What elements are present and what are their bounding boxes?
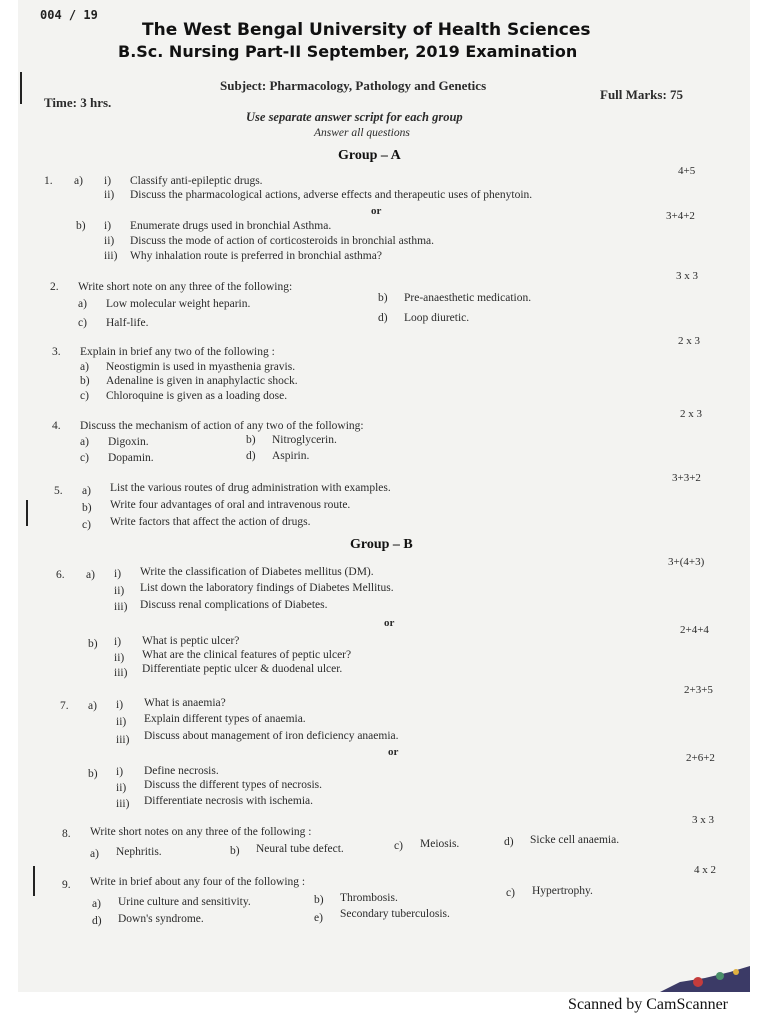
question-stem: Discuss the mechanism of action of any two of the following: xyxy=(80,420,364,432)
option-text: Low molecular weight heparin. xyxy=(106,298,251,310)
part-label: a) xyxy=(88,700,97,712)
question-text: What is anaemia? xyxy=(144,697,226,709)
sub-label: ii) xyxy=(116,782,127,794)
question-text: Enumerate drugs used in bronchial Asthma. xyxy=(130,220,332,232)
question-stem: Write in brief about any four of the following : xyxy=(90,876,306,888)
sub-label: i) xyxy=(116,699,124,711)
marks-label: 3+(4+3) xyxy=(668,556,705,568)
option-label: a) xyxy=(80,361,89,373)
option-label: b) xyxy=(230,845,240,857)
option-text: Dopamin. xyxy=(108,452,154,464)
part-label: a) xyxy=(86,569,95,581)
option-label: c) xyxy=(80,390,89,402)
question-text: What is peptic ulcer? xyxy=(142,635,240,647)
option-label: d) xyxy=(246,450,256,462)
question-stem: Write short note on any three of the following: xyxy=(78,281,293,293)
sub-label: ii) xyxy=(116,716,127,728)
university-name: The West Bengal University of Health Sciences xyxy=(142,20,591,40)
question-text: Why inhalation route is preferred in bronchial asthma? xyxy=(130,250,382,262)
question-text: Write the classification of Diabetes mellitus (DM). xyxy=(140,566,374,578)
sub-label: iii) xyxy=(116,798,130,810)
question-number: 9. xyxy=(62,879,71,891)
sub-label: ii) xyxy=(104,235,115,247)
question-number: 8. xyxy=(62,828,71,840)
option-text: Urine culture and sensitivity. xyxy=(118,896,251,908)
marks-label: 3 x 3 xyxy=(692,814,714,826)
option-label: b) xyxy=(80,375,90,387)
question-text: Discuss the pharmacological actions, adverse effects and therapeutic uses of phenytoin. xyxy=(130,189,533,201)
option-label: d) xyxy=(92,915,102,927)
sub-label: ii) xyxy=(114,585,125,597)
option-label: b) xyxy=(314,894,324,906)
margin-mark xyxy=(33,866,35,896)
option-text: Neostigmin is used in myasthenia gravis. xyxy=(106,361,296,373)
instruction-answer-script: Use separate answer script for each group xyxy=(246,110,463,124)
option-label: d) xyxy=(504,836,514,848)
option-label: c) xyxy=(80,452,89,464)
margin-mark xyxy=(26,500,28,526)
option-text: Down's syndrome. xyxy=(118,913,204,925)
option-label: a) xyxy=(92,898,101,910)
option-text: Chloroquine is given as a loading dose. xyxy=(106,390,288,402)
option-label: a) xyxy=(80,436,89,448)
question-stem: Write short notes on any three of the following : xyxy=(90,826,312,838)
option-label: b) xyxy=(82,502,92,514)
question-number: 6. xyxy=(56,569,65,581)
option-label: b) xyxy=(378,292,388,304)
scanner-watermark: Scanned by CamScanner xyxy=(568,996,728,1013)
subject-line: Subject: Pharmacology, Pathology and Genetics xyxy=(220,78,487,93)
marks-label: 4+5 xyxy=(678,165,696,177)
option-label: a) xyxy=(82,485,91,497)
sub-label: i) xyxy=(104,220,112,232)
group-b-title: Group – B xyxy=(350,537,413,552)
part-label: b) xyxy=(76,220,86,232)
sub-label: ii) xyxy=(104,189,115,201)
part-label: a) xyxy=(74,175,83,187)
part-label: b) xyxy=(88,638,98,650)
marks-label: 2+6+2 xyxy=(686,752,715,764)
question-number: 3. xyxy=(52,346,61,358)
sub-label: ii) xyxy=(114,652,125,664)
part-label: b) xyxy=(88,768,98,780)
option-text: Aspirin. xyxy=(272,450,310,462)
question-text: Differentiate peptic ulcer & duodenal ulcer. xyxy=(142,663,343,675)
option-label: c) xyxy=(394,840,403,852)
option-text: Pre-anaesthetic medication. xyxy=(404,292,532,304)
option-text: Hypertrophy. xyxy=(532,885,593,897)
option-text: Neural tube defect. xyxy=(256,843,344,855)
question-text: Differentiate necrosis with ischemia. xyxy=(144,795,314,807)
question-text: Define necrosis. xyxy=(144,765,219,777)
question-text: Discuss the mode of action of corticosteroids in bronchial asthma. xyxy=(130,235,435,247)
option-text: Half-life. xyxy=(106,317,149,329)
sub-label: i) xyxy=(114,636,122,648)
option-label: e) xyxy=(314,912,323,924)
question-text: Discuss the different types of necrosis. xyxy=(144,779,322,791)
sub-label: iii) xyxy=(114,667,128,679)
question-number: 1. xyxy=(44,175,53,187)
sub-label: i) xyxy=(114,568,122,580)
question-number: 2. xyxy=(50,281,59,293)
full-marks: Full Marks: 75 xyxy=(600,87,684,102)
marks-label: 2+4+4 xyxy=(680,624,709,636)
option-text: Write factors that affect the action of drugs. xyxy=(110,516,311,528)
marks-label: 2 x 3 xyxy=(680,408,702,420)
option-text: Nephritis. xyxy=(116,846,162,858)
or-separator: or xyxy=(388,746,399,758)
option-text: List the various routes of drug administration with examples. xyxy=(110,482,391,494)
marks-label: 3+3+2 xyxy=(672,472,701,484)
marks-label: 3 x 3 xyxy=(676,270,698,282)
sub-label: i) xyxy=(116,766,124,778)
option-text: Meiosis. xyxy=(420,838,460,850)
option-text: Write four advantages of oral and intravenous route. xyxy=(110,499,351,511)
question-text: Explain different types of anaemia. xyxy=(144,713,306,725)
sub-label: i) xyxy=(104,175,112,187)
option-label: d) xyxy=(378,312,388,324)
option-text: Sicke cell anaemia. xyxy=(530,834,620,846)
sub-label: iii) xyxy=(114,601,128,613)
marks-label: 4 x 2 xyxy=(694,864,716,876)
option-text: Adenaline is given in anaphylactic shock. xyxy=(106,375,298,387)
question-text: Discuss about management of iron deficiency anaemia. xyxy=(144,730,399,742)
option-label: c) xyxy=(82,519,91,531)
time-allowed: Time: 3 hrs. xyxy=(44,95,112,110)
or-separator: or xyxy=(384,617,395,629)
question-text: Classify anti-epileptic drugs. xyxy=(130,175,263,187)
question-text: What are the clinical features of peptic ulcer? xyxy=(142,649,352,661)
margin-mark xyxy=(20,72,22,104)
option-label: a) xyxy=(78,298,87,310)
marks-label: 3+4+2 xyxy=(666,210,695,222)
option-label: c) xyxy=(78,317,87,329)
paper-code: 004 / 19 xyxy=(40,8,98,22)
option-label: b) xyxy=(246,434,256,446)
option-text: Thrombosis. xyxy=(340,892,398,904)
decorative-edge-marks xyxy=(660,962,750,992)
question-number: 5. xyxy=(54,485,63,497)
marks-label: 2 x 3 xyxy=(678,335,700,347)
sub-label: iii) xyxy=(116,734,130,746)
question-stem: Explain in brief any two of the following : xyxy=(80,346,275,358)
marks-label: 2+3+5 xyxy=(684,684,713,696)
option-text: Secondary tuberculosis. xyxy=(340,908,450,920)
question-text: List down the laboratory findings of Diabetes Mellitus. xyxy=(140,582,394,594)
question-text: Discuss renal complications of Diabetes. xyxy=(140,599,328,611)
exam-title: B.Sc. Nursing Part-II September, 2019 Examination xyxy=(118,42,578,61)
or-separator: or xyxy=(371,205,382,217)
instruction-answer-all: Answer all questions xyxy=(314,127,410,139)
question-number: 4. xyxy=(52,420,61,432)
option-text: Nitroglycerin. xyxy=(272,434,337,446)
option-label: c) xyxy=(506,887,515,899)
option-text: Loop diuretic. xyxy=(404,312,470,324)
question-number: 7. xyxy=(60,700,69,712)
sub-label: iii) xyxy=(104,250,118,262)
option-label: a) xyxy=(90,848,99,860)
group-a-title: Group – A xyxy=(338,148,401,163)
option-text: Digoxin. xyxy=(108,436,149,448)
